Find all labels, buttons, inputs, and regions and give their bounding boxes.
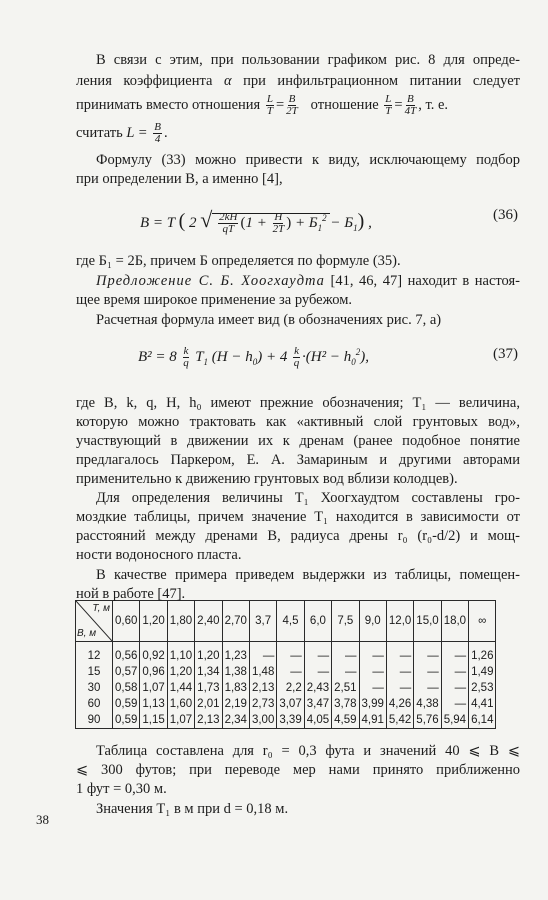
table-row xyxy=(76,664,496,680)
table-cell: — xyxy=(441,680,468,696)
text-line: Для определения величины T₁ Хоогхаудтом составлены гро- xyxy=(96,490,520,506)
table-cell: 6,14 xyxy=(469,712,496,729)
fraction-b-over-2t: $\frac{B}{2T}$ xyxy=(286,93,298,118)
table-cell: 2,43 xyxy=(304,680,331,696)
table-cell: 4,26 xyxy=(386,696,413,712)
table-cell: 1,20 xyxy=(167,664,194,680)
table-cell: — xyxy=(386,648,413,664)
row-header-cell: 15 xyxy=(76,664,113,680)
table-row xyxy=(76,712,496,729)
table-cell: — xyxy=(441,648,468,664)
fraction-l-over-t: $\frac{L}{T}$ xyxy=(266,93,273,118)
text-line: Таблица составлена для r₀ = 0,3 фута и значений 40 ⩽ B ⩽ xyxy=(96,743,520,759)
column-header: ∞ xyxy=(469,601,496,642)
table-cell: — xyxy=(386,664,413,680)
text-line: ности водоносного пласта. xyxy=(76,547,242,563)
table-body xyxy=(76,642,496,729)
equation-number: (37) xyxy=(493,346,518,362)
column-header: 9,0 xyxy=(359,601,386,642)
table-cell: 3,78 xyxy=(332,696,359,712)
table-cell: 1,26 xyxy=(469,648,496,664)
text-span: считать xyxy=(76,125,123,141)
text-line: участвующий в движении их к дренам (ранее подобное понятие xyxy=(76,433,520,449)
table-cell: 3,00 xyxy=(249,712,276,729)
column-header: 18,0 xyxy=(441,601,468,642)
text-line: где Б₁ = 2Б, причем Б определяется по формуле (35). xyxy=(76,253,401,269)
row-header-cell: 30 xyxy=(76,680,113,696)
page-number: 38 xyxy=(36,812,49,827)
table-row xyxy=(76,680,496,696)
table-cell: 2,73 xyxy=(249,696,276,712)
table-cell: 0,58 xyxy=(113,680,140,696)
table-cell: 1,44 xyxy=(167,680,194,696)
text-span: принимать вместо отношения xyxy=(76,97,261,113)
table-cell: — xyxy=(359,680,386,696)
table-cell: 1,38 xyxy=(222,664,249,680)
text-line: ⩽ 300 футов; при переводе мер нами принято приближенно xyxy=(76,762,520,778)
table-cell: 4,59 xyxy=(332,712,359,729)
table-cell: 1,20 xyxy=(195,648,222,664)
equation-36 xyxy=(0,200,548,234)
text-line: моздкие таблицы, причем значение T₁ находится в зависимости от xyxy=(76,509,520,525)
table-cell: 1,48 xyxy=(249,664,276,680)
table-corner-cell xyxy=(76,601,113,642)
alpha-symbol: α xyxy=(223,73,232,89)
table-cell: 0,92 xyxy=(140,648,167,664)
text-line: ной в работе [47]. xyxy=(76,586,186,602)
corner-top-label: T, м xyxy=(92,603,110,614)
table-cell: 5,94 xyxy=(441,712,468,729)
table-cell: — xyxy=(441,664,468,680)
column-header: 0,60 xyxy=(113,601,140,642)
table-cell: 0,57 xyxy=(113,664,140,680)
table-cell: — xyxy=(359,664,386,680)
table-cell: — xyxy=(441,696,468,712)
text-span: ления коэффициента xyxy=(76,73,213,89)
table-cell: 1,49 xyxy=(469,664,496,680)
table-cell: — xyxy=(304,648,331,664)
column-header: 4,5 xyxy=(277,601,304,642)
table-cell: 2,2 xyxy=(277,680,304,696)
column-header: 1,20 xyxy=(140,601,167,642)
text-line xyxy=(76,72,520,90)
column-header: 12,0 xyxy=(386,601,413,642)
row-header-cell: 60 xyxy=(76,696,113,712)
column-header: 2,70 xyxy=(222,601,249,642)
text-line xyxy=(76,92,520,118)
table-cell: 2,13 xyxy=(249,680,276,696)
equation-body: B² = 8 $\frac{k}{q}$ $T_1$ $(H - h_0) + 4$ $\frac{k}{q}$ $\cdot(H^2 - h_0^2)$, xyxy=(138,345,369,369)
corner-bottom-label: B, м xyxy=(77,628,97,639)
table-cell: 2,13 xyxy=(195,712,222,729)
column-header: 15,0 xyxy=(414,601,441,642)
text-span: [41, 46, 47] находит в настоя- xyxy=(330,273,520,289)
table-cell: — xyxy=(277,664,304,680)
table-cell: — xyxy=(414,648,441,664)
text-line: Значения T₁ в м при d = 0,18 м. xyxy=(96,801,289,817)
table-cell: 3,39 xyxy=(277,712,304,729)
table-cell: 1,73 xyxy=(195,680,222,696)
table-cell: 1,60 xyxy=(167,696,194,712)
table-cell: — xyxy=(359,648,386,664)
text-line: которую можно трактовать как «активный слой грунтовых вод», xyxy=(76,414,520,430)
equation-37 xyxy=(0,340,548,374)
equation-number: (36) xyxy=(493,207,518,223)
table-cell: 4,91 xyxy=(359,712,386,729)
text-line: Расчетная формула имеет вид (в обозначениях рис. 7, а) xyxy=(96,312,442,328)
row-header-cell: 90 xyxy=(76,712,113,729)
table-cell: — xyxy=(332,664,359,680)
text-line: В связи с этим, при пользовании графиком рис. 8 для опреде- xyxy=(96,52,520,68)
column-header: 2,40 xyxy=(195,601,222,642)
table-row xyxy=(76,648,496,664)
table-cell: 1,15 xyxy=(140,712,167,729)
table-cell: 1,23 xyxy=(222,648,249,664)
equation-body: B = T ( 2 √ $\frac{2kH}{qT}$ (1 + $\frac{H}{2T}$ ) + $Б_1^2 - Б_1$) , xyxy=(140,207,372,236)
table-cell: 1,34 xyxy=(195,664,222,680)
table-cell: 1,07 xyxy=(140,680,167,696)
table-cell: — xyxy=(414,680,441,696)
text-span: , т. е. xyxy=(418,97,449,113)
text-line: расстояний между дренами B, радиуса дрены r₀ (r₀-d/2) и мощ- xyxy=(76,528,520,544)
table-row xyxy=(76,696,496,712)
table-cell: 2,19 xyxy=(222,696,249,712)
table-cell: 4,38 xyxy=(414,696,441,712)
table-cell: 4,05 xyxy=(304,712,331,729)
equals-sign: = xyxy=(275,97,285,113)
text-span: L = xyxy=(126,125,148,141)
table-cell: 5,76 xyxy=(414,712,441,729)
text-line: считать L = $\frac{B}{4}$ . xyxy=(76,121,168,146)
text-line: применительно к движению грунтовых вод вблизи колодцев). xyxy=(76,471,458,487)
table-cell: 2,34 xyxy=(222,712,249,729)
column-header: 6,0 xyxy=(304,601,331,642)
column-header: 7,5 xyxy=(332,601,359,642)
text-line: при определении B, а именно [4], xyxy=(76,171,283,187)
table-cell: 0,59 xyxy=(113,712,140,729)
table-cell: 1,13 xyxy=(140,696,167,712)
text-line: где B, k, q, H, h₀ имеют прежние обозначения; T₁ — величина, xyxy=(76,395,520,411)
table-cell: 0,56 xyxy=(113,648,140,664)
row-header-cell: 12 xyxy=(76,648,113,664)
fraction-l-over-t: $\frac{L}{T}$ xyxy=(385,93,392,118)
table-cell: 4,41 xyxy=(469,696,496,712)
column-header: 1,80 xyxy=(167,601,194,642)
table-cell: 1,07 xyxy=(167,712,194,729)
table-header-row xyxy=(76,601,496,642)
table-cell: 2,51 xyxy=(332,680,359,696)
text-span: при инфильтрационном питании следует xyxy=(243,73,520,89)
table-cell: 0,59 xyxy=(113,696,140,712)
text-span: отношение xyxy=(310,97,379,113)
equals-sign: = xyxy=(394,97,403,113)
table-cell: — xyxy=(414,664,441,680)
text-line: предлагалось Паркером, Е. А. Замариным и другими авторами xyxy=(76,452,520,468)
column-header: 3,7 xyxy=(249,601,276,642)
table-cell: 5,42 xyxy=(386,712,413,729)
text-line: 1 фут = 0,30 м. xyxy=(76,781,167,797)
values-table xyxy=(75,600,496,729)
table-cell: 2,53 xyxy=(469,680,496,696)
table-cell: 3,47 xyxy=(304,696,331,712)
table-cell: 3,99 xyxy=(359,696,386,712)
author-name: Предложение С. Б. Хоогхаудта xyxy=(96,273,325,289)
text-line: В качестве примера приведем выдержки из таблицы, помещен- xyxy=(96,567,520,583)
table-cell: 1,10 xyxy=(167,648,194,664)
fraction-b-over-4t: $\frac{B}{4T}$ xyxy=(404,93,417,118)
table-cell: 0,96 xyxy=(140,664,167,680)
table-cell: — xyxy=(249,648,276,664)
table-cell: — xyxy=(386,680,413,696)
text-line: щее время широкое применение за рубежом. xyxy=(76,292,353,308)
table-cell: 1,83 xyxy=(222,680,249,696)
table-cell: — xyxy=(332,648,359,664)
text-line: Формулу (33) можно привести к виду, исключающему подбор xyxy=(96,152,520,168)
table-cell: — xyxy=(304,664,331,680)
text-line xyxy=(96,272,520,290)
fraction-b-over-4: $\frac{B}{4}$ xyxy=(154,121,161,146)
table-cell: — xyxy=(277,648,304,664)
table-cell: 2,01 xyxy=(195,696,222,712)
table-cell: 3,07 xyxy=(277,696,304,712)
